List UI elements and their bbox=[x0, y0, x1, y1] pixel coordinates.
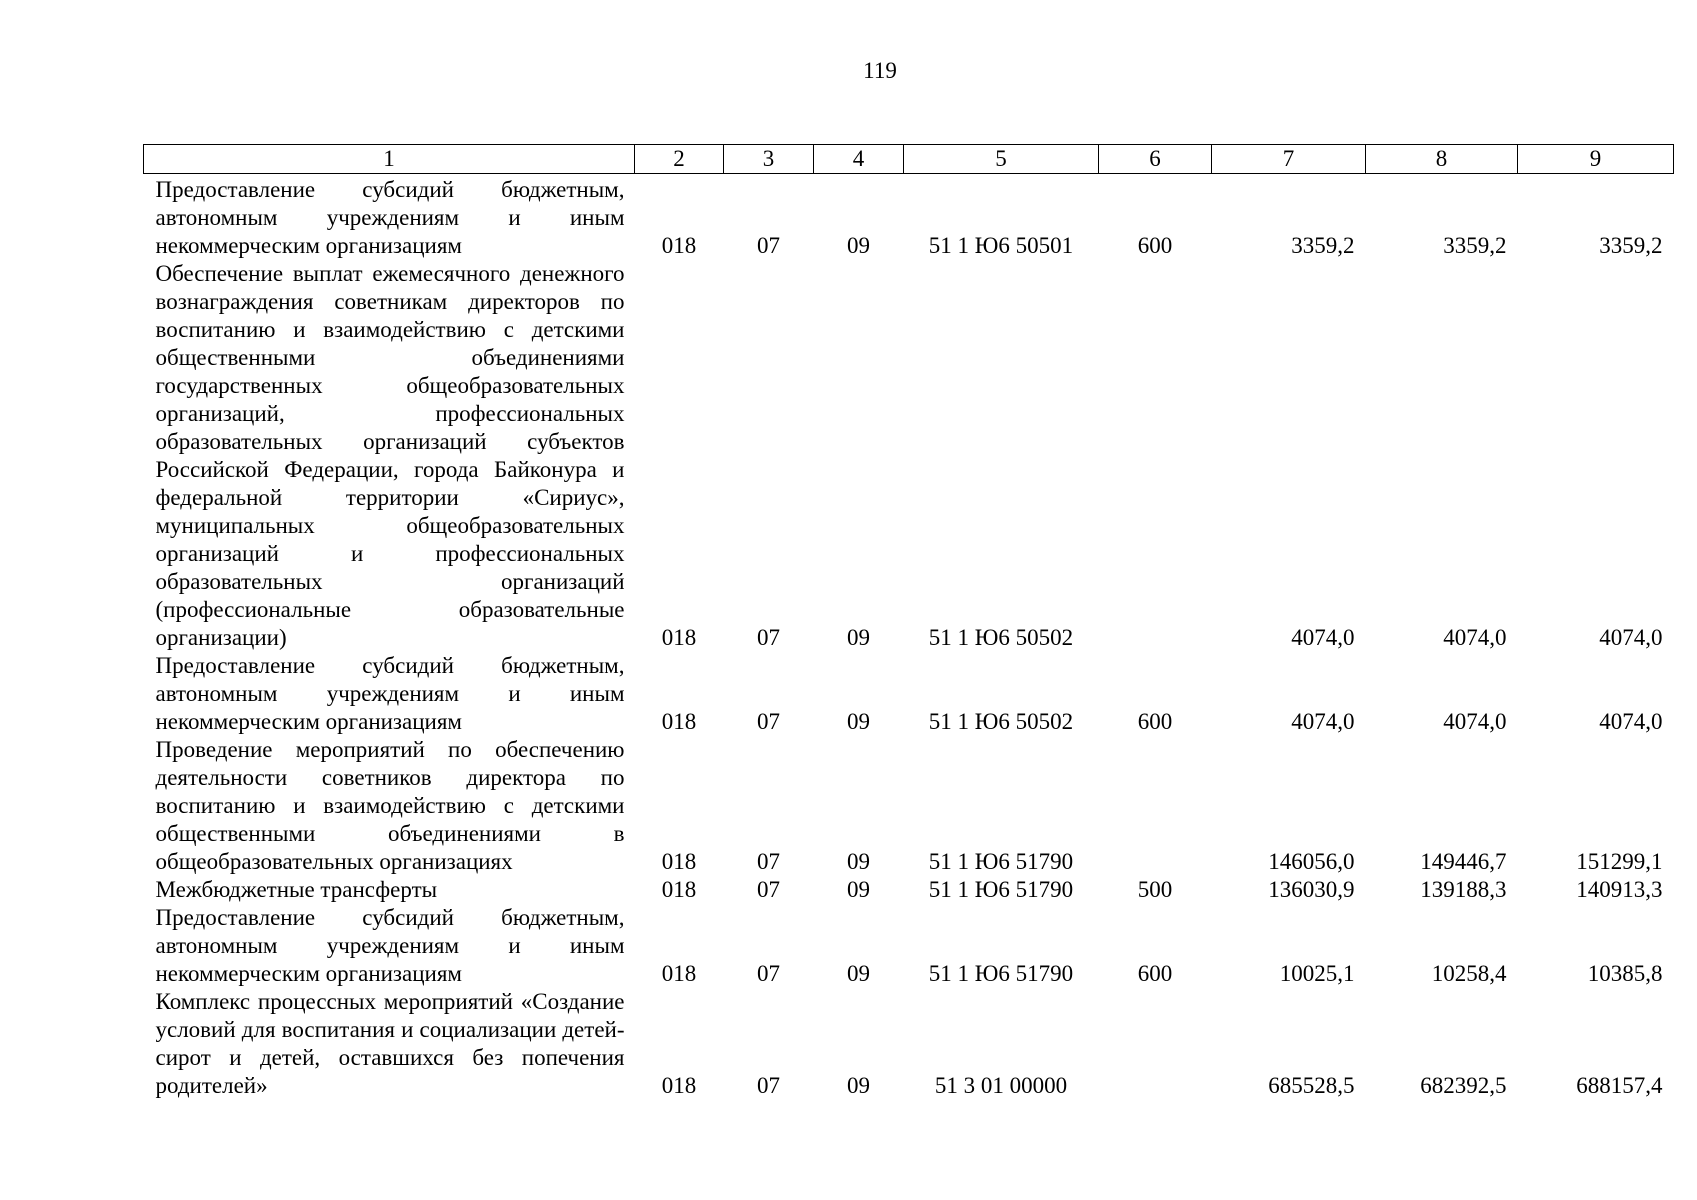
section-code: 07 bbox=[757, 709, 780, 734]
column-header: 1 bbox=[144, 145, 635, 174]
column-header: 3 bbox=[724, 145, 814, 174]
subsection-code: 09 bbox=[847, 625, 870, 650]
amount-col7: 4074,0 bbox=[1291, 709, 1355, 734]
table-row bbox=[144, 260, 1674, 652]
target-article-code: 51 1 Ю6 50502 bbox=[928, 625, 1074, 650]
target-article-code: 51 3 01 00000 bbox=[934, 1073, 1068, 1098]
row-name: Межбюджетные трансферты bbox=[155, 877, 438, 902]
column-header: 7 bbox=[1212, 145, 1366, 174]
amount-col8: 4074,0 bbox=[1443, 625, 1507, 650]
section-code: 07 bbox=[757, 961, 780, 986]
subsection-code: 09 bbox=[847, 877, 870, 902]
target-article-code: 51 1 Ю6 50502 bbox=[928, 709, 1074, 734]
ministry-code: 018 bbox=[661, 709, 697, 734]
subsection-code: 09 bbox=[847, 709, 870, 734]
amount-col9: 140913,3 bbox=[1576, 877, 1663, 902]
table-header bbox=[144, 145, 1674, 174]
amount-col8: 4074,0 bbox=[1443, 709, 1507, 734]
section-code: 07 bbox=[757, 233, 780, 258]
amount-col9: 10385,8 bbox=[1587, 961, 1663, 986]
amount-col9: 151299,1 bbox=[1576, 849, 1663, 874]
amount-col9: 4074,0 bbox=[1599, 625, 1663, 650]
section-code: 07 bbox=[757, 625, 780, 650]
table-row bbox=[144, 174, 1674, 261]
subsection-code: 09 bbox=[847, 1073, 870, 1098]
page-number: 119 bbox=[863, 58, 897, 83]
section-code: 07 bbox=[757, 1073, 780, 1098]
column-number-row bbox=[144, 145, 1674, 174]
row-name: Обеспечение выплат ежемесячного денежного вознаграждения советникам директоров по воспитанию и взаимодействию с детскими общественными объединениями государственных общеобразовательных организаций, профессиональных образовательных организаций субъектов Российской Федерации, города Байконура и федеральной территории «Сириус», муниципальных общеобразовательных организаций и профессиональных образовательных организаций (профессиональные образовательные организации) bbox=[155, 261, 625, 650]
amount-col8: 149446,7 bbox=[1420, 849, 1507, 874]
amount-col8: 3359,2 bbox=[1443, 233, 1507, 258]
subsection-code: 09 bbox=[847, 233, 870, 258]
ministry-code: 018 bbox=[661, 877, 697, 902]
section-code: 07 bbox=[757, 877, 780, 902]
subsection-code: 09 bbox=[847, 849, 870, 874]
expense-type-code: 600 bbox=[1137, 709, 1173, 734]
amount-col7: 685528,5 bbox=[1268, 1073, 1355, 1098]
amount-col8: 139188,3 bbox=[1420, 877, 1507, 902]
table-row bbox=[144, 876, 1674, 904]
section-code: 07 bbox=[757, 849, 780, 874]
row-name: Предоставление субсидий бюджетным, автономным учреждениям и иным некоммерческим организациям bbox=[155, 653, 625, 734]
amount-col9: 688157,4 bbox=[1576, 1073, 1663, 1098]
ministry-code: 018 bbox=[661, 233, 697, 258]
row-name: Комплекс процессных мероприятий «Создание условий для воспитания и социализации детей-сирот и детей, оставшихся без попечения родителей» bbox=[155, 989, 625, 1098]
table-body bbox=[144, 174, 1674, 1101]
table-row bbox=[144, 988, 1674, 1100]
column-header: 6 bbox=[1099, 145, 1212, 174]
column-header: 4 bbox=[814, 145, 904, 174]
ministry-code: 018 bbox=[661, 625, 697, 650]
expense-type-code: 500 bbox=[1137, 877, 1173, 902]
expense-type-code bbox=[1099, 988, 1212, 1100]
table-row bbox=[144, 652, 1674, 736]
target-article-code: 51 1 Ю6 51790 bbox=[928, 961, 1074, 986]
expense-type-code: 600 bbox=[1137, 233, 1173, 258]
amount-col7: 4074,0 bbox=[1291, 625, 1355, 650]
ministry-code: 018 bbox=[661, 849, 697, 874]
table-row bbox=[144, 736, 1674, 876]
amount-col8: 682392,5 bbox=[1420, 1073, 1507, 1098]
ministry-code: 018 bbox=[661, 961, 697, 986]
row-name: Предоставление субсидий бюджетным, автономным учреждениям и иным некоммерческим организациям bbox=[155, 177, 625, 258]
target-article-code: 51 1 Ю6 51790 bbox=[928, 877, 1074, 902]
column-header: 2 bbox=[635, 145, 724, 174]
ministry-code: 018 bbox=[661, 1073, 697, 1098]
target-article-code: 51 1 Ю6 51790 bbox=[928, 849, 1074, 874]
budget-table bbox=[143, 144, 1674, 1100]
amount-col7: 136030,9 bbox=[1268, 877, 1355, 902]
row-name: Проведение мероприятий по обеспечению деятельности советников директора по воспитанию и взаимодействию с детскими общественными объединениями в общеобразовательных организациях bbox=[155, 737, 625, 874]
column-header: 5 bbox=[904, 145, 1099, 174]
target-article-code: 51 1 Ю6 50501 bbox=[928, 233, 1074, 258]
expense-type-code bbox=[1099, 260, 1212, 652]
column-header: 9 bbox=[1518, 145, 1674, 174]
amount-col8: 10258,4 bbox=[1431, 961, 1507, 986]
row-name: Предоставление субсидий бюджетным, автономным учреждениям и иным некоммерческим организациям bbox=[155, 905, 625, 986]
amount-col7: 3359,2 bbox=[1291, 233, 1355, 258]
table-row bbox=[144, 904, 1674, 988]
amount-col7: 10025,1 bbox=[1279, 961, 1355, 986]
amount-col9: 4074,0 bbox=[1599, 709, 1663, 734]
expense-type-code: 600 bbox=[1137, 961, 1173, 986]
amount-col7: 146056,0 bbox=[1268, 849, 1355, 874]
column-header: 8 bbox=[1366, 145, 1518, 174]
subsection-code: 09 bbox=[847, 961, 870, 986]
expense-type-code bbox=[1099, 736, 1212, 876]
amount-col9: 3359,2 bbox=[1599, 233, 1663, 258]
